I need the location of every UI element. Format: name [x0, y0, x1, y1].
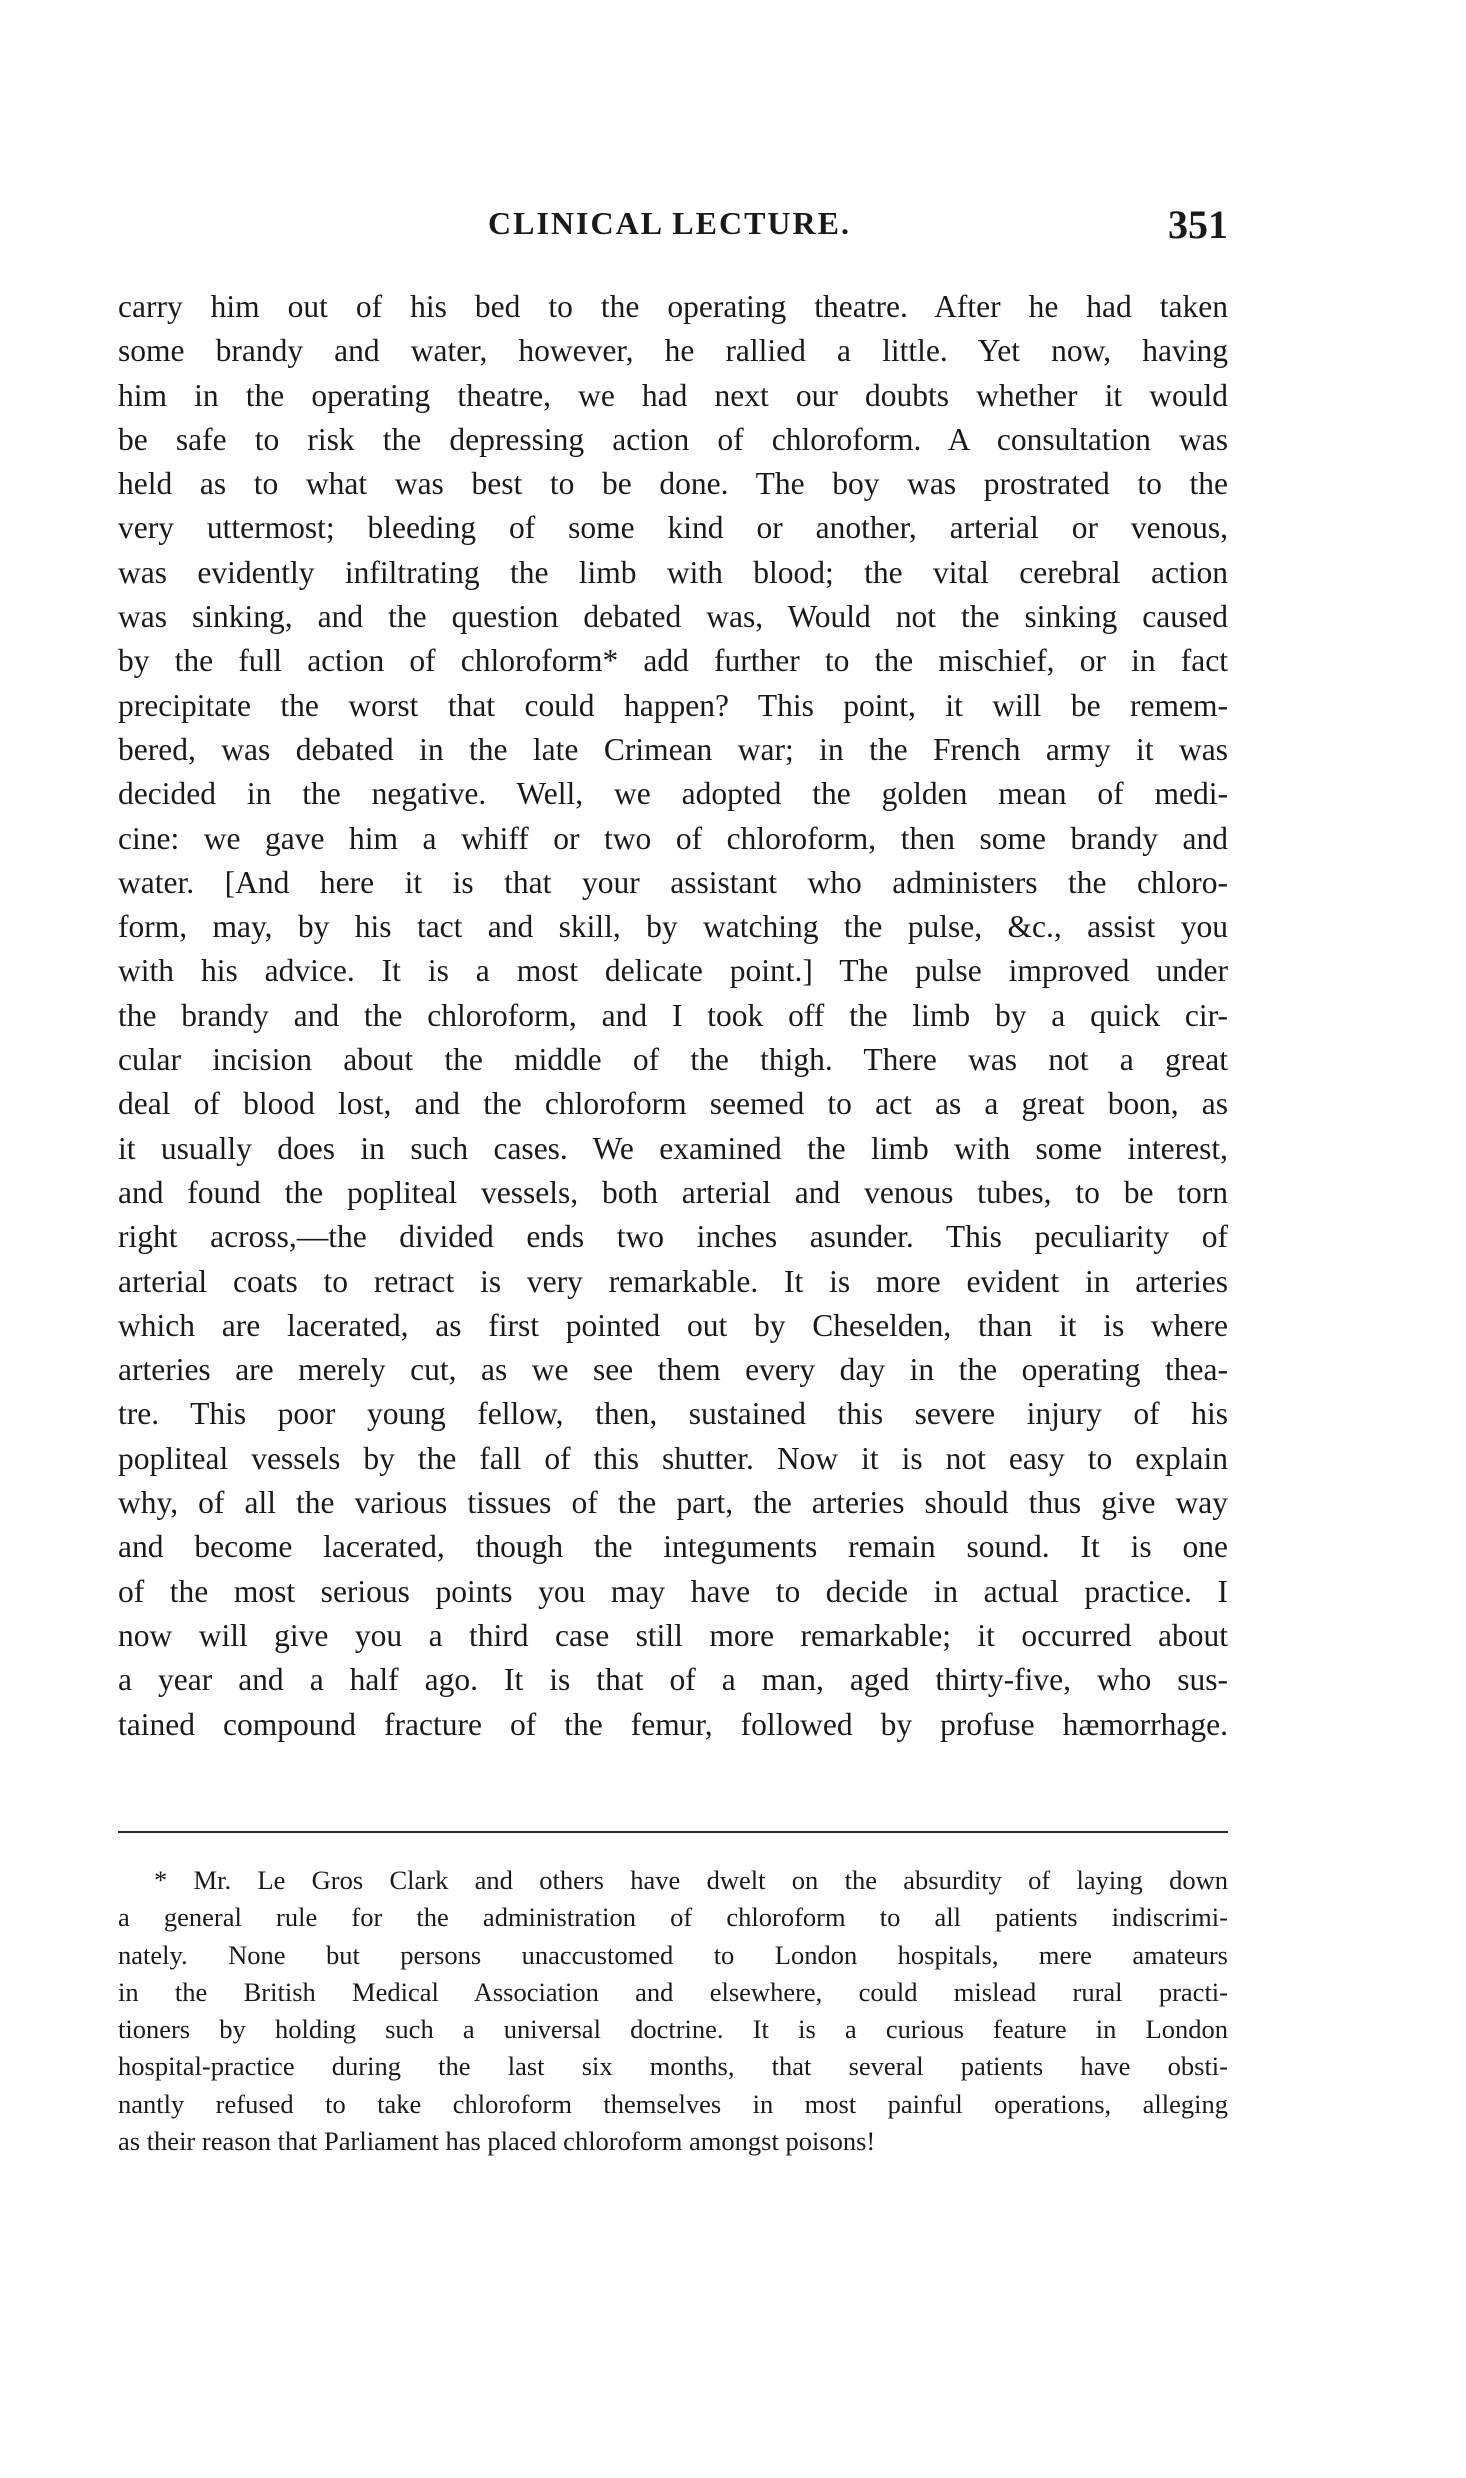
footnote-line: tioners by holding such a universal doctrine. It is a curious feature in London — [118, 2014, 1228, 2045]
body-line: be safe to risk the depressing action of chloroform. A consultation was — [118, 421, 1228, 457]
footnote — [118, 1862, 1228, 2160]
footnote-rule — [118, 1831, 1228, 1833]
body-line: tre. This poor young fellow, then, sustained this severe injury of his — [118, 1396, 1228, 1432]
body-line: was evidently infiltrating the limb with blood; the vital cerebral action — [118, 554, 1228, 590]
footnote-line: hospital-practice during the last six months, that several patients have obsti- — [118, 2051, 1228, 2082]
body-line: and found the popliteal vessels, both arterial and venous tubes, to be torn — [118, 1174, 1228, 1210]
body-line: form, may, by his tact and skill, by watching the pulse, &c., assist you — [118, 909, 1228, 945]
body-line: and become lacerated, though the integuments remain sound. It is one — [118, 1529, 1228, 1565]
body-line: right across,—the divided ends two inches asunder. This peculiarity of — [118, 1219, 1228, 1255]
body-line: bered, was debated in the late Crimean war; in the French army it was — [118, 731, 1228, 767]
body-line: water. [And here it is that your assistant who administers the chloro- — [118, 864, 1228, 900]
body-line: a year and a half ago. It is that of a man, aged thirty-five, who sus- — [118, 1662, 1228, 1698]
body-line: cular incision about the middle of the thigh. There was not a great — [118, 1042, 1228, 1078]
body-line: tained compound fracture of the femur, followed by profuse hæmorrhage. — [118, 1706, 1228, 1742]
body-line: him in the operating theatre, we had next our doubts whether it would — [118, 377, 1228, 413]
body-line: precipitate the worst that could happen? This point, it will be remem- — [118, 687, 1228, 723]
body-line: now will give you a third case still more remarkable; it occurred about — [118, 1617, 1228, 1653]
page-number: 351 — [1168, 202, 1228, 247]
body-line: which are lacerated, as first pointed out by Cheselden, than it is where — [118, 1307, 1228, 1343]
body-line: arteries are merely cut, as we see them every day in the operating thea- — [118, 1352, 1228, 1388]
footnote-line: * Mr. Le Gros Clark and others have dwelt on the absurdity of laying down — [154, 1865, 1228, 1895]
body-line: some brandy and water, however, he rallied a little. Yet now, having — [118, 333, 1228, 369]
body-line: arterial coats to retract is very remarkable. It is more evident in arteries — [118, 1263, 1228, 1299]
body-line: very uttermost; bleeding of some kind or another, arterial or venous, — [118, 510, 1228, 546]
body-line: deal of blood lost, and the chloroform seemed to act as a great boon, as — [118, 1086, 1228, 1122]
body-line: popliteal vessels by the fall of this shutter. Now it is not easy to explain — [118, 1440, 1228, 1476]
body-line: held as to what was best to be done. The boy was prostrated to the — [118, 466, 1228, 502]
body-line: decided in the negative. Well, we adopted the golden mean of medi- — [118, 776, 1228, 812]
footnote-line: as their reason that Parliament has placed chloroform amongst poisons! — [118, 2126, 876, 2157]
footnote-line: nately. None but persons unaccustomed to London hospitals, mere amateurs — [118, 1939, 1228, 1970]
body-line: by the full action of chloroform* add further to the mischief, or in fact — [118, 643, 1228, 679]
body-line: cine: we gave him a whiff or two of chloroform, then some brandy and — [118, 820, 1228, 856]
body-text — [118, 285, 1228, 1747]
body-line: carry him out of his bed to the operating theatre. After he had taken — [118, 289, 1228, 324]
page-header — [118, 202, 1228, 255]
body-line: it usually does in such cases. We examined the limb with some interest, — [118, 1130, 1228, 1166]
body-line: was sinking, and the question debated was, Would not the sinking caused — [118, 599, 1228, 635]
body-line: of the most serious points you may have to decide in actual practice. I — [118, 1573, 1228, 1609]
body-line: with his advice. It is a most delicate point.] The pulse improved under — [118, 953, 1228, 989]
body-line: the brandy and the chloroform, and I took off the limb by a quick cir- — [118, 997, 1228, 1033]
footnote-line: a general rule for the administration of chloroform to all patients indiscrimi- — [118, 1902, 1228, 1933]
body-line: why, of all the various tissues of the part, the arteries should thus give way — [118, 1485, 1228, 1521]
running-head: CLINICAL LECTURE. — [488, 205, 851, 241]
footnote-line: in the British Medical Association and elsewhere, could mislead rural practi- — [118, 1976, 1228, 2007]
footnote-line: nantly refused to take chloroform themselves in most painful operations, alleging — [118, 2088, 1228, 2119]
